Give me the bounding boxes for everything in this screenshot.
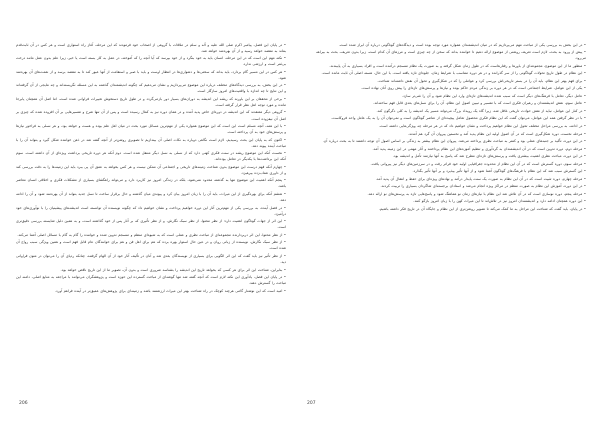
- paragraph: • مرحله چهارم، دوره تثبیت است که در آن این نظام به صورت یک سنت پایدار درآمد و نهادهای ویژه‌ای برای حفظ و انتقال آن پدید آمد.: [375, 176, 586, 181]
- paragraph: • در این بخش، به بررسی دیدگاه‌های مختلف درباره این موضوع می‌پردازیم و نشان می‌دهیم که چگونه اندیشمندان گذشته به این مسئله نگریسته‌اند و چه نتایجی از آن گرفته‌اند و این نتایج تا چه اندازه با واقعیت‌های امروز سازگار است.: [16, 83, 286, 94]
- paragraph: • نکته مهم این است که در این مرحله، انسان باید به خود بنگرد و از خود بپرسد که آیا آنچه را که آموخته، در عمل به کار بسته است یا خیر، زیرا علم بدون عمل مانند درخت بی‌ثمر است و ارزشی ندارد.: [16, 56, 286, 67]
- paragraph: • بنابراین، شناخت این اثر برای هر کسی که بخواهد تاریخ این اندیشه را بشناسد ضروری است و بدون آن، تصویر ما از این تاریخ ناقص خواهد بود.: [60, 267, 286, 272]
- paragraph: • مرحله دوم، دوره تدوین است که در آن اندیشمندان به گردآوری و تنظیم آموزه‌های این نظام پرداختند و آثار مهمی در این زمینه پدید آمد.: [372, 146, 586, 151]
- paragraph: • در این دوره، آموزش این نظام به صورت منظم در مراکز ویژه انجام می‌شد و استادان برجسته‌ای شاگردان بسیاری را تربیت کردند.: [380, 184, 586, 189]
- paragraph: • در پایان، باید گفت که شناخت این مراحل به ما کمک می‌کند تا تصویر روشن‌تری از این نظام و جایگاه آن در تاریخ فکر داشته باشیم.: [378, 207, 586, 212]
- right-page: [300, 0, 600, 424]
- paragraph: • عامل سوم، نقش اندیشمندان و رهبران فکری است که با تفسیر و تبیین اصول این نظام، آن را برای نسل‌های بعدی قابل فهم ساخته‌اند.: [373, 101, 586, 106]
- paragraph: • برخی از محققان بر این باورند که ریشه این اندیشه به دوران‌های بسیار دور بازمی‌گردد و در طول تاریخ دستخوش تغییرات فراوانی شده است، اما اصل آن همچنان پابرجا مانده و مورد توجه اهل نظر قرار گرفته است.: [16, 96, 286, 107]
- paragraph: • در پایان این فصل، پیامبر اکرم صلی الله علیه و آله و سلم در ملاقات با گروهی از اصحاب خود فرمودند که این مرحله، آغاز راه استواری است و هر کس در آن ثابت‌قدم بماند به مقصد خواهد رسید و از آن بهره‌مند خواهد شد.: [16, 42, 286, 53]
- paragraph: • اکنون که به پایان این بحث رسیدیم، لازم است نگاهی دوباره به نکات اصلی آن بیندازیم تا تصویری روشن‌تر از آنچه گفته شد در ذهن خواننده شکل گیرد و بتواند آن را با مباحث آینده پیوند دهد.: [16, 137, 286, 148]
- paragraph: • پیش از ورود به بحث، لازم است تعریف روشنی از موضوع ارائه دهیم تا خواننده بداند که سخن از چه چیزی است و مرزهای آن کدام است، زیرا بدون تعریف، بحث به بیراهه می‌رود.: [316, 50, 586, 61]
- paragraph: • پنجم آنکه اهمیت این موضوع تنها به گذشته محدود نمی‌شود، بلکه در زندگی امروز نیز کاربرد دارد و می‌تواند راهگشای بسیاری از مشکلات فکری و اخلاقی انسان معاصر باشد.: [16, 178, 286, 189]
- paragraph: • با این همه، آنچه مسلم است این است که این موضوع همواره یکی از مهم‌ترین مسائل مورد بحث در میان اهل علم بوده و هست و خواهد بود، و هر نسلی به فراخور نیازها و پرسش‌های خود به آن پرداخته است.: [16, 124, 286, 135]
- paragraph: • در این دوره، تأکید بر جنبه‌های عملی بود و کمتر به مباحث نظری پرداخته می‌شد. پیروان این نظام بیشتر به زندگی بر اساس اصول آن توجه داشتند تا به بحث درباره آن.: [322, 139, 586, 144]
- paragraph: • در فصل آینده، به بررسی یکی از مهم‌ترین آثار این دوره خواهیم پرداخت و نشان خواهیم داد که چگونه نویسنده آن توانسته است اندیشه‌های پیشینیان را با نوآوری‌های خود درآمیزد.: [16, 205, 286, 216]
- paragraph: • این اثر از جهات گوناگون اهمیت دارد: از نظر محتوا، از نظر سبک نگارش، و از نظر تأثیری که بر آثار پس از خود گذاشته است، و به همین دلیل شایسته بررسی دقیق‌تری است.: [16, 219, 286, 230]
- paragraph: • گروهی دیگر معتقدند که این اندیشه در دوره‌ای خاص پدید آمده و در همان دوره نیز به کمال رسیده است و پس از آن تنها شرح و تفسیرهایی بر آن افزوده شده که چیزی بر اصل آن نیفزوده است.: [16, 110, 286, 121]
- paragraph: • از نظر محتوا، این اثر دربردارنده مجموعه‌ای از مباحث نظری و عملی است که به شیوه‌ای منظم و منسجم تدوین شده و خواننده را گام به گام با مسائل اصلی آشنا می‌کند.: [17, 232, 286, 237]
- paragraph: • چهارم آنکه فهم درست این موضوع بدون شناخت زمینه‌های تاریخی و اجتماعی آن ممکن نیست و هر کس بخواهد به عمق آن پی ببرد باید این زمینه‌ها را به دقت بررسی کند و از داوری شتاب‌زده بپرهیزد.: [16, 164, 286, 175]
- paragraph: • برای فهم بهتر این نظام، باید آن را در بستر تاریخی‌اش بررسی کرد و عواملی را که در شکل‌گیری و تحول آن نقش داشته‌اند شناخت.: [377, 78, 586, 83]
- paragraph: • از نظر سبک نگارش، نویسنده از زبانی روان و در عین حال استوار بهره برده که هم برای اهل فن و هم برای خوانندگان عام قابل فهم است و همین ویژگی سبب رواج آن شده است.: [16, 240, 286, 251]
- paragraph: • در کنار این عوامل، نباید از نقش حوادث تاریخی غافل شد، زیرا گاه یک رویداد بزرگ می‌تواند مسیر یک اندیشه را به کلی دگرگون کند.: [376, 108, 586, 113]
- paragraph: • در این دوره، مباحث نظری اهمیت بیشتری یافت و پرسش‌های تازه‌ای مطرح شد که پاسخ به آنها نیازمند تأمل و اندیشه بود.: [392, 154, 586, 159]
- left-page-text: [16, 40, 286, 294]
- paragraph: • یکی از این عوامل، شرایط اجتماعی است که در هر دوره بر زندگی مردم حاکم بوده و نیازها و پرسش‌های تازه‌ای را پیش روی آنان نهاده است.: [361, 86, 586, 91]
- paragraph: • با در نظر گرفتن همه این عوامل، می‌توان گفت که این نظام فکری محصول تعامل پیچیده‌ای از عناصر گوناگون است و نمی‌توان آن را به یک عامل واحد فروکاست.: [331, 116, 586, 121]
- paragraph: • امید است که این نوشتار گامی هرچند کوچک در راه شناخت بهتر این میراث ارزشمند باشد و زمینه‌ای برای پژوهش‌های عمیق‌تر در آینده فراهم آورد.: [54, 288, 286, 293]
- paragraph: • هر کس در این مسیر گام بردارد، باید بداند که سختی‌ها و دشواری‌ها در انتظار اوست و باید با صبر و استقامت از آنها عبور کند تا به مقصد برسد و از نعمت‌های آن بهره‌مند شود.: [16, 69, 286, 80]
- paragraph: • منظور ما از این موضوع، مجموعه‌ای از باورها و رفتارهاست که در طول زمان شکل گرفته و به صورت یک نظام منسجم درآمده است و افراد بسیاری به آن پایبندند.: [329, 63, 586, 68]
- right-page-text: [316, 40, 586, 212]
- paragraph: • در این بخش به بررسی یکی از مباحث مهم می‌پردازیم که در میان اندیشمندان همواره مورد توجه بوده است و دیدگاه‌های گوناگونی درباره آن ابراز شده است.: [338, 42, 586, 47]
- paragraph: • مرحله سوم، دوره گسترش است که در آن این نظام از محدوده جغرافیایی اولیه خود فراتر رفت و در سرزمین‌های دیگر نیز پیروانی یافت.: [370, 161, 586, 166]
- paragraph: • در ادامه، به بررسی مراحل مختلف تحول این نظام خواهیم پرداخت و نشان خواهیم داد که در هر مرحله چه ویژگی‌هایی داشته است.: [378, 124, 586, 129]
- paragraph: • این نظام در طول تاریخ تحولات گوناگونی را از سر گذرانده و در هر دوره متناسب با شرایط زمان، جلوه‌ای تازه یافته است. با این حال، هسته اصلی آن ثابت مانده است.: [321, 71, 586, 76]
- paragraph: • از نظر تأثیر نیز باید گفت که این اثر الگویی برای بسیاری از نویسندگان بعدی شد و آنان در تألیف آثار خود از آن الهام گرفتند، چنانکه ردپای آن را می‌توان در متون فراوانی دید.: [16, 253, 286, 264]
- paragraph: • این گسترش سبب شد که این نظام با فرهنگ‌های گوناگون آشنا شود و از آنها تأثیر بپذیرد و بر آنها تأثیر بگذارد.: [412, 169, 586, 174]
- left-page-number: 206: [19, 401, 28, 406]
- right-page-number: 207: [307, 401, 316, 406]
- paragraph: • در پایان این فصل، یادآوری این نکته لازم است که آنچه گفته شد تنها گوشه‌ای از مباحث گسترده این حوزه است و پژوهشگران می‌توانند با مراجعه به منابع اصلی، دامنه این مباحث را گسترش دهند.: [16, 275, 286, 286]
- paragraph: • مرحله نخست، دوره شکل‌گیری است که در آن اصول اولیه این نظام پدید آمد و نخستین پیروان آن گرد هم آمدند.: [408, 131, 586, 136]
- paragraph: • نخست آنکه این موضوع ریشه در سنت فکری کهنی دارد که از نسلی به نسل دیگر منتقل شده است. دوم آنکه هر دوره تاریخی برداشت ویژه‌ای از آن داشته است. سوم آنکه این برداشت‌ها با یکدیگر در تعامل بوده‌اند.: [16, 151, 286, 162]
- paragraph: • ششم آنکه برای بهره‌گیری از این میراث، باید آن را با زبان امروز بیان کرد و پیوندی میان گذشته و حال برقرار ساخت تا نسل جدید بتواند از آن بهره‌مند شود و آن را ادامه دهد.: [16, 192, 286, 203]
- paragraph: • مرحله پنجم، دوره نوسازی است که در آن تلاش شد این نظام با نیازهای زمان نو هماهنگ شود و پاسخ‌هایی تازه به پرسش‌های نو ارائه دهد.: [367, 191, 586, 196]
- paragraph: • عامل دیگر، تعامل با فرهنگ‌های دیگر است که سبب شده اندیشه‌های تازه‌ای وارد این نظام شود و آن را غنی‌تر سازد.: [401, 93, 586, 98]
- paragraph: • این دوره همچنان ادامه دارد و اندیشمندان امروز نیز در تلاش‌اند تا این میراث کهن را با زبان امروز بازگو کنند.: [413, 199, 586, 204]
